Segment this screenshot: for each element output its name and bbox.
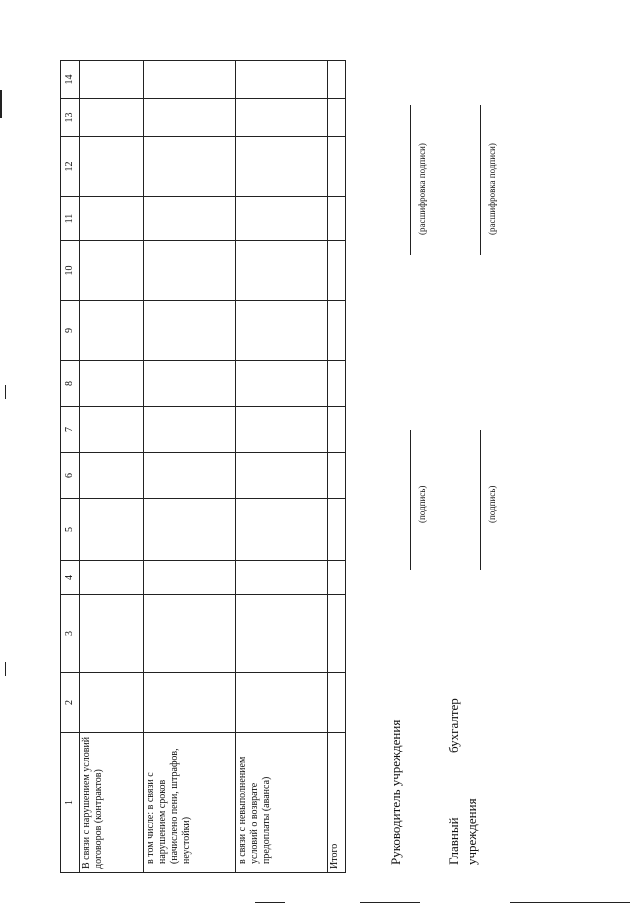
head-sign-caption: (подпись) <box>417 485 427 523</box>
accountant-sign-line <box>480 430 481 570</box>
col-num: 9 <box>61 301 80 361</box>
col-num: 3 <box>61 595 80 673</box>
col-num: 13 <box>61 99 80 137</box>
accountant-sign-caption: (подпись) <box>487 485 497 523</box>
scan-mark <box>5 662 6 676</box>
col-num: 2 <box>61 673 80 733</box>
accountant-title-2: бухгалтер <box>446 698 461 753</box>
scan-mark <box>0 90 2 118</box>
col-num: 8 <box>61 361 80 407</box>
col-num: 5 <box>61 499 80 561</box>
row-label: В связи с нарушением условий договоров (контрактов) <box>80 733 144 873</box>
row-label: в том числе: в связи с нарушением сроков (начислено пени, штрафов, неустойки) <box>144 733 236 873</box>
table-row <box>144 61 236 873</box>
row-label: Итого <box>328 733 346 873</box>
accountant-decode-line <box>480 105 481 255</box>
col-num: 6 <box>61 453 80 499</box>
scan-mark <box>510 902 630 903</box>
col-num: 4 <box>61 561 80 595</box>
scan-mark <box>255 902 285 903</box>
row-label: в связи с невыполнением условий о возврате предоплаты (аванса) <box>236 733 328 873</box>
head-decode-caption: (расшифровка подписи) <box>417 143 427 235</box>
col-num: 14 <box>61 61 80 99</box>
col-num: 7 <box>61 407 80 453</box>
column-number-row <box>61 61 80 873</box>
scan-mark <box>360 902 420 903</box>
accountant-title-1: Главный <box>446 817 461 865</box>
head-title: Руководитель учреждения <box>388 719 403 865</box>
head-sign-line <box>410 430 411 570</box>
col-num: 10 <box>61 241 80 301</box>
table-row <box>236 61 328 873</box>
head-decode-line <box>410 105 411 255</box>
report-table <box>60 60 346 873</box>
col-num: 11 <box>61 197 80 241</box>
table-row-total <box>328 61 346 873</box>
scan-mark <box>5 385 6 399</box>
col-num: 1 <box>61 733 80 873</box>
accountant-title-3: учреждения <box>464 798 479 865</box>
table-row <box>80 61 144 873</box>
col-num: 12 <box>61 137 80 197</box>
accountant-decode-caption: (расшифровка подписи) <box>487 143 497 235</box>
